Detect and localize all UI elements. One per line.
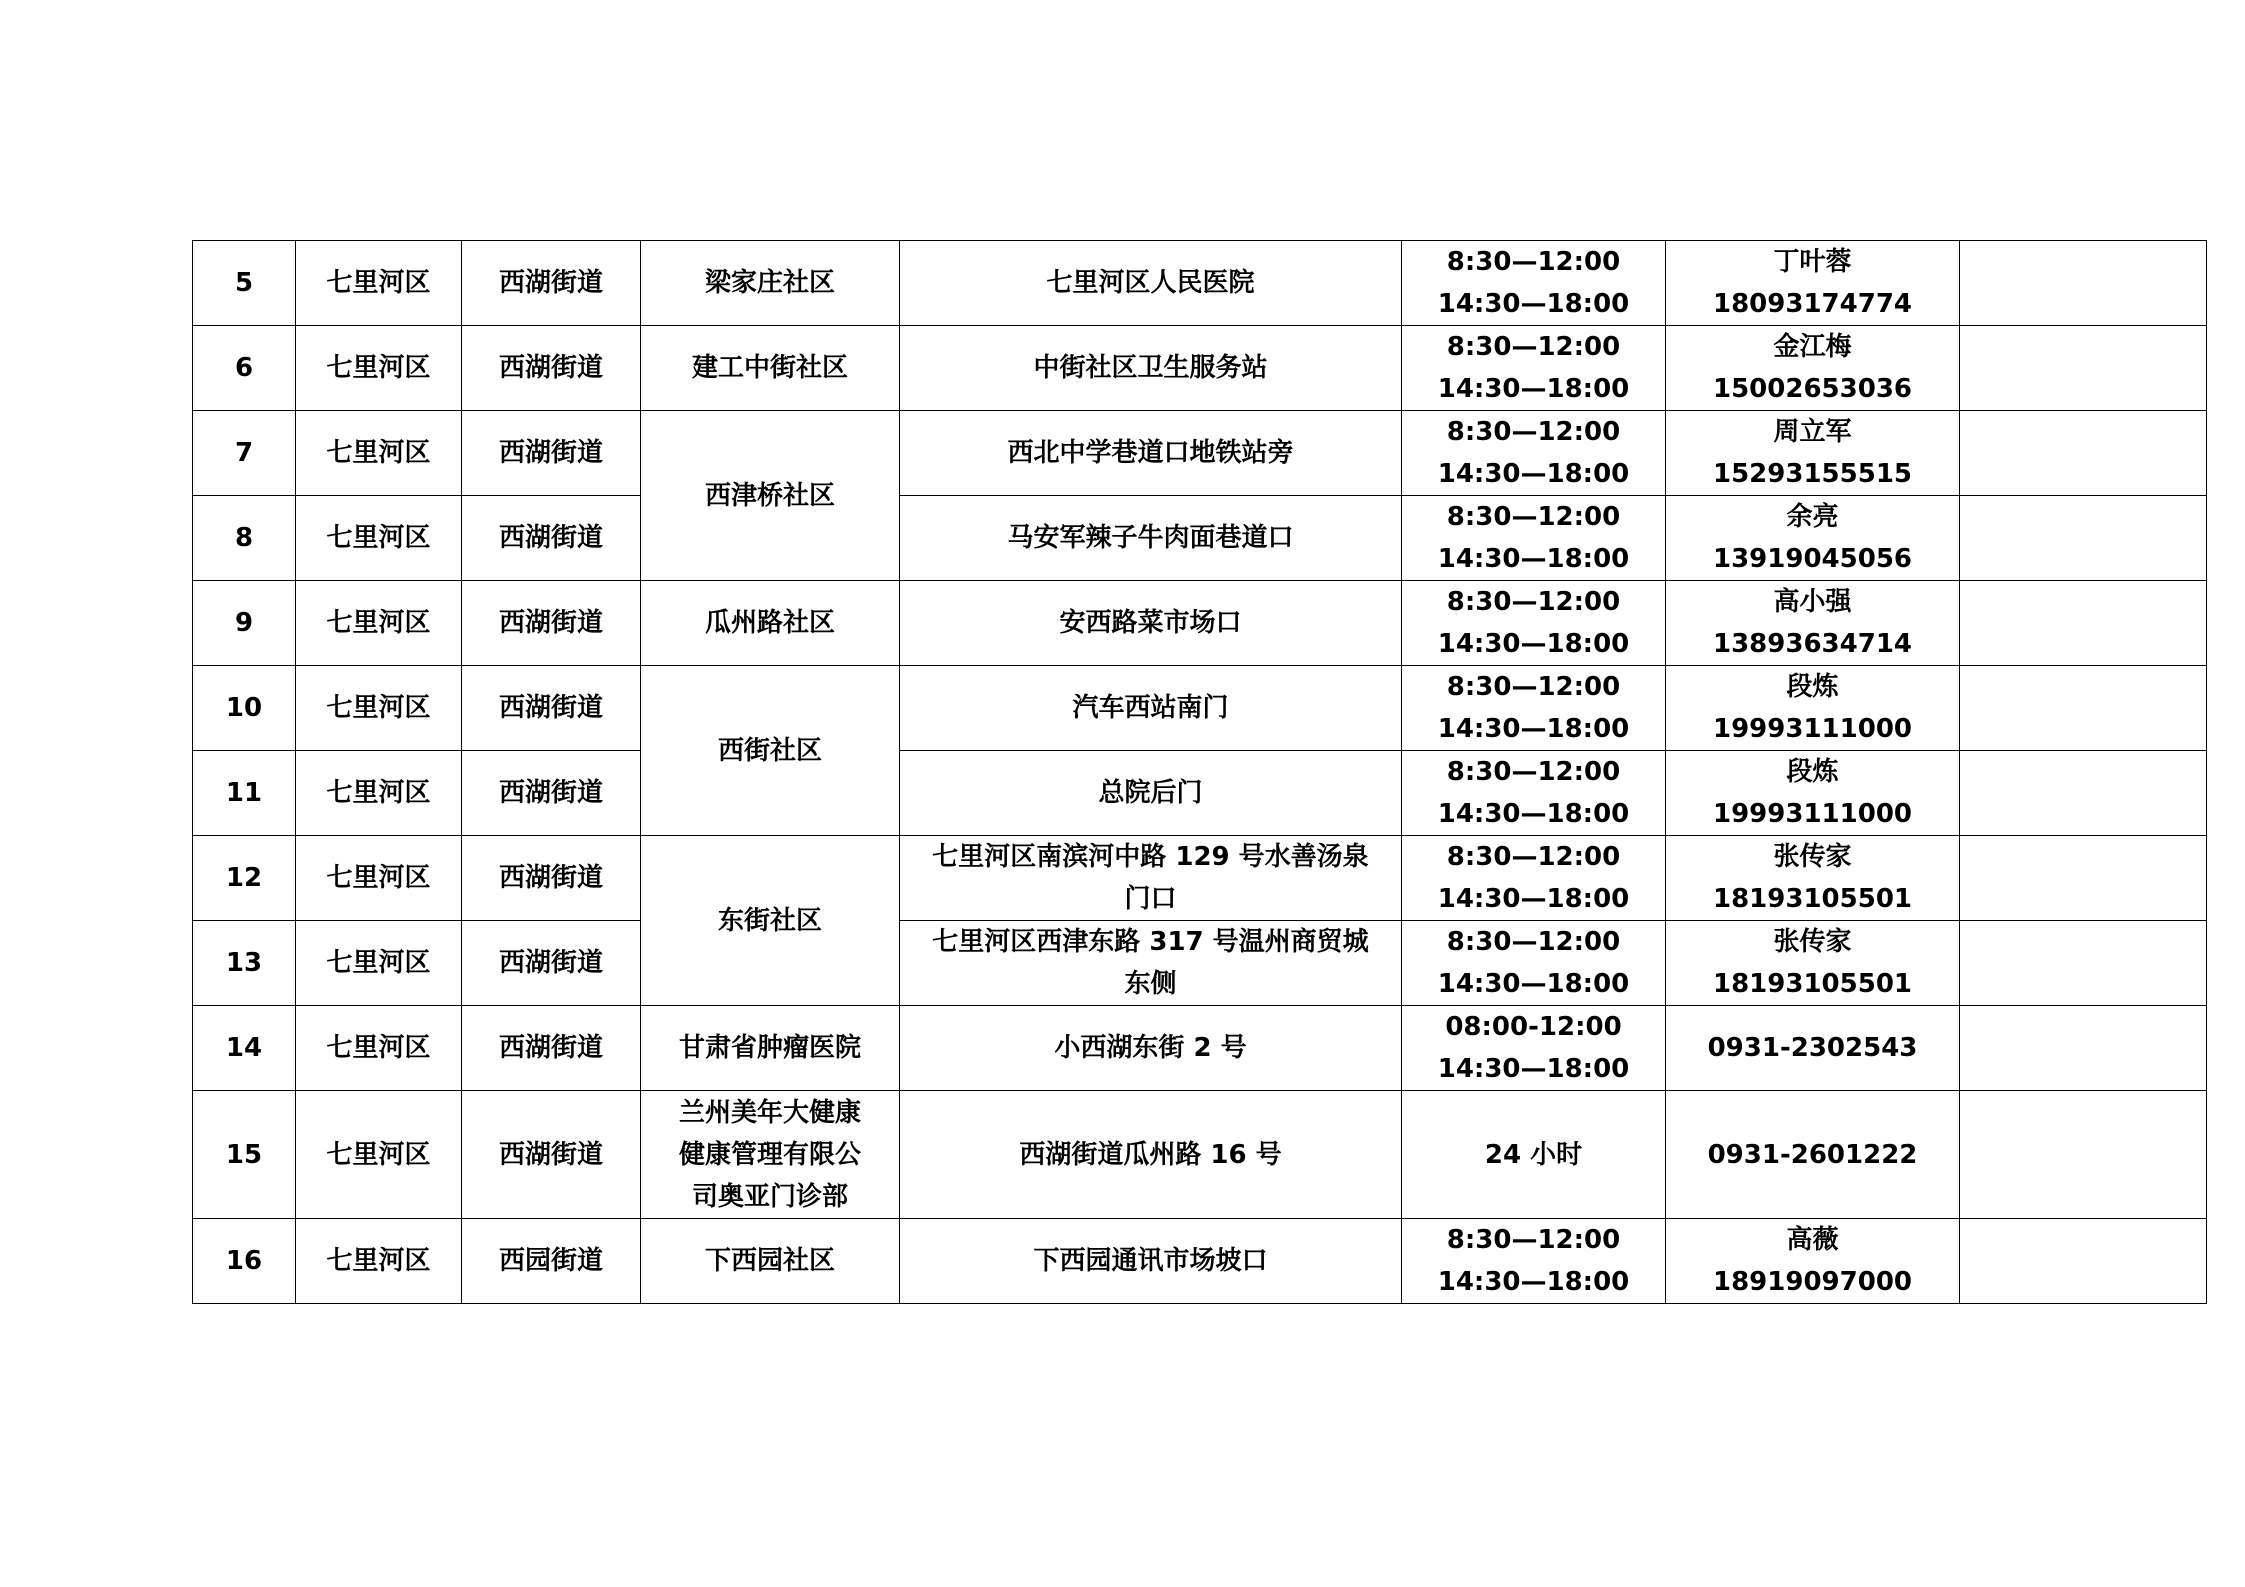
cell-no: 10 (193, 666, 296, 751)
time-afternoon: 14:30—18:00 (1437, 799, 1630, 829)
cell-contact: 0931-2302543 (1666, 1006, 1960, 1091)
cell-district: 七里河区 (296, 326, 462, 411)
cell-contact: 0931-2601222 (1666, 1091, 1960, 1219)
contact-phone: 15002653036 (1713, 374, 1912, 404)
cell-note (1960, 326, 2207, 411)
contact-phone: 13919045056 (1713, 544, 1912, 574)
cell-community (641, 1091, 900, 1219)
contact-name: 段炼 (1786, 757, 1839, 787)
cell-note (1960, 1006, 2207, 1091)
table-row (193, 836, 2207, 921)
cell-time (1402, 411, 1666, 496)
cell-street: 西湖街道 (462, 411, 641, 496)
time-morning: 08:00-12:00 (1445, 1012, 1622, 1042)
location-line-1: 七里河区南滨河中路 129 号水善汤泉 (932, 842, 1369, 872)
cell-no: 14 (193, 1006, 296, 1091)
table-row (193, 921, 2207, 1006)
contact-name: 高薇 (1786, 1225, 1839, 1255)
cell-contact (1666, 751, 1960, 836)
time-morning: 8:30—12:00 (1446, 757, 1621, 787)
cell-location: 下西园通讯市场坡口 (900, 1219, 1402, 1304)
cell-contact (1666, 326, 1960, 411)
contact-name: 张传家 (1773, 927, 1852, 957)
table-row (193, 411, 2207, 496)
time-afternoon: 14:30—18:00 (1437, 969, 1630, 999)
cell-street: 西湖街道 (462, 1006, 641, 1091)
cell-district: 七里河区 (296, 241, 462, 326)
cell-community: 东街社区 (641, 836, 900, 1006)
location-line-1: 七里河区西津东路 317 号温州商贸城 (932, 927, 1369, 957)
cell-street: 西湖街道 (462, 1091, 641, 1219)
contact-name: 金江梅 (1773, 332, 1852, 362)
cell-no: 6 (193, 326, 296, 411)
table-row (193, 496, 2207, 581)
cell-contact (1666, 496, 1960, 581)
table-row (193, 1006, 2207, 1091)
cell-note (1960, 241, 2207, 326)
cell-note (1960, 1091, 2207, 1219)
time-morning: 8:30—12:00 (1446, 1225, 1621, 1255)
cell-time (1402, 241, 1666, 326)
cell-district: 七里河区 (296, 411, 462, 496)
cell-time: 24 小时 (1402, 1091, 1666, 1219)
contact-phone: 13893634714 (1713, 629, 1912, 659)
cell-street: 西湖街道 (462, 241, 641, 326)
cell-district: 七里河区 (296, 836, 462, 921)
community-line-2: 健康管理有限公 (678, 1139, 861, 1170)
cell-community: 下西园社区 (641, 1219, 900, 1304)
time-afternoon: 14:30—18:00 (1437, 1267, 1630, 1297)
cell-contact (1666, 581, 1960, 666)
cell-district: 七里河区 (296, 1091, 462, 1219)
cell-district: 七里河区 (296, 496, 462, 581)
cell-street: 西湖街道 (462, 326, 641, 411)
cell-location: 小西湖东街 2 号 (900, 1006, 1402, 1091)
cell-contact (1666, 241, 1960, 326)
contact-name: 张传家 (1773, 842, 1852, 872)
contact-name: 周立军 (1773, 417, 1852, 447)
time-afternoon: 14:30—18:00 (1437, 629, 1630, 659)
cell-district: 七里河区 (296, 666, 462, 751)
time-afternoon: 14:30—18:00 (1437, 459, 1630, 489)
time-morning: 8:30—12:00 (1446, 587, 1621, 617)
table-row (193, 326, 2207, 411)
time-morning: 8:30—12:00 (1446, 927, 1621, 957)
cell-location: 西北中学巷道口地铁站旁 (900, 411, 1402, 496)
cell-note (1960, 411, 2207, 496)
cell-location: 汽车西站南门 (900, 666, 1402, 751)
contact-phone: 18193105501 (1713, 969, 1912, 999)
table-row (193, 1091, 2207, 1219)
cell-district: 七里河区 (296, 921, 462, 1006)
cell-note (1960, 751, 2207, 836)
table-row (193, 1219, 2207, 1304)
cell-no: 8 (193, 496, 296, 581)
cell-street: 西湖街道 (462, 921, 641, 1006)
time-afternoon: 14:30—18:00 (1437, 544, 1630, 574)
cell-contact (1666, 921, 1960, 1006)
time-afternoon: 14:30—18:00 (1437, 374, 1630, 404)
cell-district: 七里河区 (296, 581, 462, 666)
cell-community: 甘肃省肿瘤医院 (641, 1006, 900, 1091)
cell-street: 西湖街道 (462, 751, 641, 836)
cell-community: 西津桥社区 (641, 411, 900, 581)
cell-note (1960, 581, 2207, 666)
contact-phone: 18193105501 (1713, 884, 1912, 914)
time-morning: 8:30—12:00 (1446, 417, 1621, 447)
cell-district: 七里河区 (296, 1006, 462, 1091)
contact-phone: 18919097000 (1713, 1267, 1912, 1297)
cell-location (900, 836, 1402, 921)
cell-note (1960, 666, 2207, 751)
time-morning: 8:30—12:00 (1446, 247, 1621, 277)
cell-contact (1666, 411, 1960, 496)
cell-no: 11 (193, 751, 296, 836)
cell-contact (1666, 836, 1960, 921)
time-afternoon: 14:30—18:00 (1437, 884, 1630, 914)
cell-note (1960, 496, 2207, 581)
cell-no: 15 (193, 1091, 296, 1219)
cell-street: 西湖街道 (462, 581, 641, 666)
cell-street: 西湖街道 (462, 496, 641, 581)
table-row (193, 241, 2207, 326)
cell-location: 七里河区人民医院 (900, 241, 1402, 326)
cell-street: 西湖街道 (462, 666, 641, 751)
cell-time (1402, 666, 1666, 751)
contact-name: 段炼 (1786, 672, 1839, 702)
time-morning: 8:30—12:00 (1446, 672, 1621, 702)
cell-contact (1666, 1219, 1960, 1304)
cell-no: 16 (193, 1219, 296, 1304)
cell-community: 西街社区 (641, 666, 900, 836)
cell-street: 西湖街道 (462, 836, 641, 921)
location-line-2: 门口 (1124, 884, 1177, 914)
contact-phone: 19993111000 (1713, 714, 1912, 744)
cell-district: 七里河区 (296, 751, 462, 836)
cell-no: 7 (193, 411, 296, 496)
cell-time (1402, 921, 1666, 1006)
cell-no: 12 (193, 836, 296, 921)
time-morning: 8:30—12:00 (1446, 842, 1621, 872)
contact-name: 余亮 (1786, 502, 1839, 532)
cell-location (900, 921, 1402, 1006)
contact-phone: 15293155515 (1713, 459, 1912, 489)
cell-street: 西园街道 (462, 1219, 641, 1304)
cell-note (1960, 1219, 2207, 1304)
cell-no: 9 (193, 581, 296, 666)
cell-time (1402, 326, 1666, 411)
time-morning: 8:30—12:00 (1446, 502, 1621, 532)
cell-note (1960, 921, 2207, 1006)
table-row (193, 666, 2207, 751)
cell-time (1402, 1219, 1666, 1304)
cell-time (1402, 1006, 1666, 1091)
cell-district: 七里河区 (296, 1219, 462, 1304)
cell-community: 建工中街社区 (641, 326, 900, 411)
cell-no: 5 (193, 241, 296, 326)
sites-table (192, 240, 2207, 1304)
cell-community: 瓜州路社区 (641, 581, 900, 666)
contact-name: 高小强 (1773, 587, 1852, 617)
time-morning: 8:30—12:00 (1446, 332, 1621, 362)
cell-contact (1666, 666, 1960, 751)
cell-location: 安西路菜市场口 (900, 581, 1402, 666)
time-afternoon: 14:30—18:00 (1437, 714, 1630, 744)
community-line-1: 兰州美年大健康 (678, 1097, 861, 1128)
table-row (193, 581, 2207, 666)
contact-name: 丁叶蓉 (1773, 247, 1852, 277)
cell-time (1402, 836, 1666, 921)
time-afternoon: 14:30—18:00 (1437, 289, 1630, 319)
cell-location: 马安军辣子牛肉面巷道口 (900, 496, 1402, 581)
table-row (193, 751, 2207, 836)
cell-location: 西湖街道瓜州路 16 号 (900, 1091, 1402, 1219)
contact-phone: 18093174774 (1713, 289, 1912, 319)
cell-community: 梁家庄社区 (641, 241, 900, 326)
cell-no: 13 (193, 921, 296, 1006)
contact-phone: 19993111000 (1713, 799, 1912, 829)
time-afternoon: 14:30—18:00 (1437, 1054, 1630, 1084)
cell-time (1402, 496, 1666, 581)
cell-time (1402, 581, 1666, 666)
cell-note (1960, 836, 2207, 921)
cell-time (1402, 751, 1666, 836)
community-line-3: 司奥亚门诊部 (691, 1181, 848, 1212)
cell-location: 总院后门 (900, 751, 1402, 836)
location-line-2: 东侧 (1124, 969, 1177, 999)
cell-location: 中街社区卫生服务站 (900, 326, 1402, 411)
